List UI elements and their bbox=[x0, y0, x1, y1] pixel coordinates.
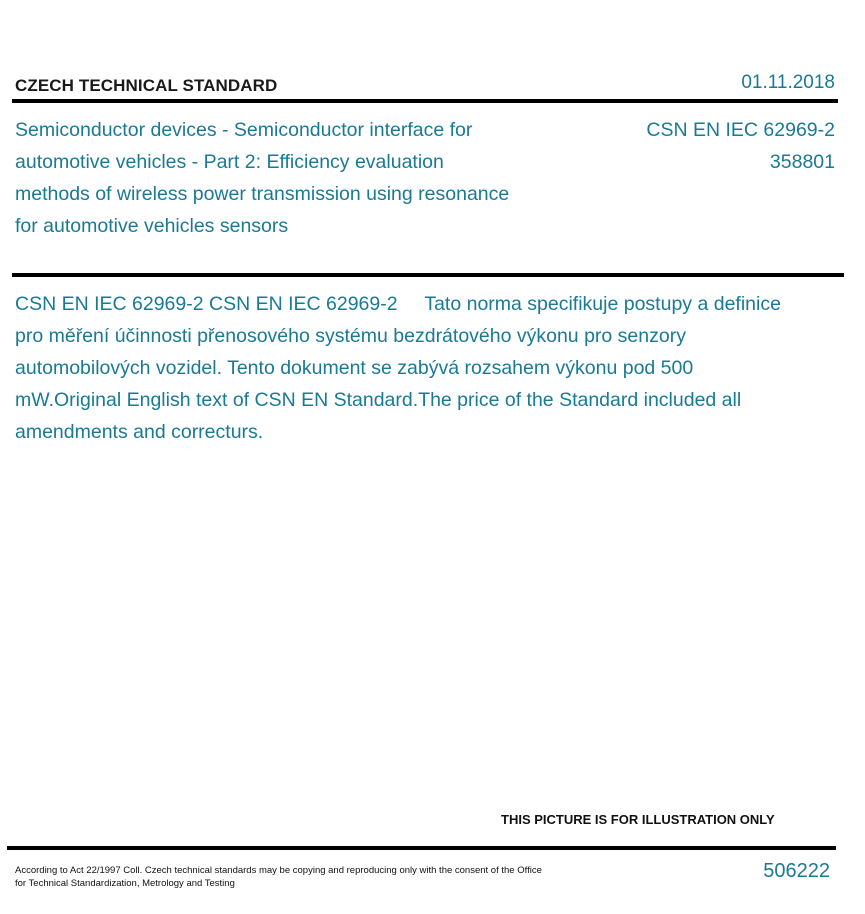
standard-codes bbox=[646, 114, 835, 178]
top-divider bbox=[12, 99, 838, 103]
standard-title: Semiconductor devices - Semiconductor interface for automotive vehicles - Part 2: Efficiency evaluation methods of wireless power transmission using resonance for automotive vehicles sensors bbox=[15, 119, 510, 237]
illustration-note: THIS PICTURE IS FOR ILLUSTRATION ONLY bbox=[501, 812, 775, 827]
standard-code: CSN EN IEC 62969-2 bbox=[646, 119, 835, 141]
publication-date: 01.11.2018 bbox=[741, 72, 835, 93]
catalog-number: 506222 bbox=[763, 860, 830, 882]
bottom-divider bbox=[7, 846, 836, 850]
legal-notice bbox=[15, 864, 605, 890]
standard-description: CSN EN IEC 62969-2 CSN EN IEC 62969-2 Tato norma specifikuje postupy a definice pro měření účinnosti přenosového systému bezdrátového výkonu pro senzory automobilových vozidel. Tento dokument se zabývá rozsahem výkonu pod 500 mW.Original English text of CSN EN Standard.The price of the Standard included all amendments and correcturs. bbox=[15, 293, 787, 443]
document-heading: CZECH TECHNICAL STANDARD bbox=[15, 76, 278, 95]
legal-notice-line-1: According to Act 22/1997 Coll. Czech technical standards may be copying and reproducing only with the consent of the Office bbox=[15, 865, 542, 876]
legal-notice-line-2: for Technical Standardization, Metrology and Testing bbox=[15, 878, 235, 889]
middle-divider bbox=[12, 273, 844, 277]
class-number: 358801 bbox=[769, 151, 835, 173]
